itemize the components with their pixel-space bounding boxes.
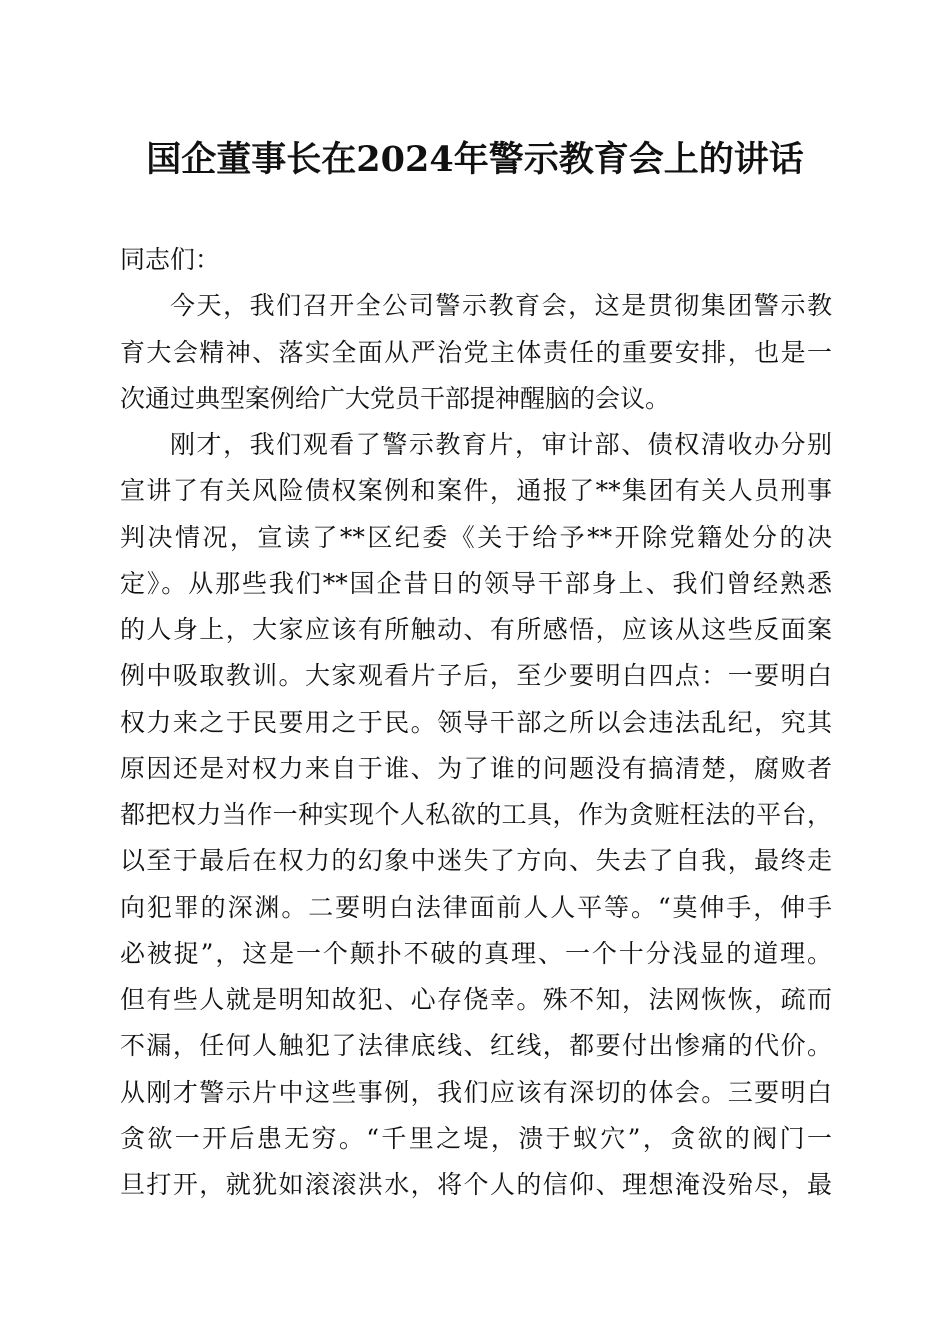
- paragraph-2: [120, 422, 832, 1255]
- paragraph-line: 育大会精神、落实全面从严治党主体责任的重要安排，也是一: [120, 337, 832, 367]
- paragraph-1: [120, 283, 832, 422]
- paragraph-line: 不漏，任何人触犯了法律底线、红线，都要付出惨痛的代价。: [120, 1031, 832, 1061]
- paragraph-line: 定》。从那些我们**国企昔日的领导干部身上、我们曾经熟悉: [120, 568, 832, 598]
- paragraph-line: 都把权力当作一种实现个人私欲的工具，作为贪赃枉法的平台，: [120, 800, 832, 829]
- paragraph-line: 的人身上，大家应该有所触动、有所感悟，应该从这些反面案: [120, 615, 832, 644]
- paragraph-line: 权力来之于民要用之于民。领导干部之所以会违法乱纪，究其: [120, 707, 832, 737]
- paragraph-line: 次通过典型案例给广大党员干部提神醒脑的会议。: [120, 383, 671, 413]
- paragraph-line: 例中吸取教训。大家观看片子后，至少要明白四点：一要明白: [120, 661, 832, 691]
- paragraph-line: 以至于最后在权力的幻象中迷失了方向、失去了自我，最终走: [120, 846, 832, 876]
- document-body: [120, 237, 832, 1255]
- paragraph-line: 旦打开，就犹如滚滚洪水，将个人的信仰、理想淹没殆尽，最: [120, 1170, 832, 1199]
- paragraph-line: 判决情况，宣读了**区纪委《关于给予**开除党籍处分的决: [120, 522, 832, 552]
- paragraph-line: 向犯罪的深渊。二要明白法律面前人人平等。“莫伸手，伸手: [120, 892, 832, 922]
- paragraph-line: 必被捉”，这是一个颠扑不破的真理、一个十分浅显的道理。: [120, 938, 832, 968]
- paragraph-line: 刚才，我们观看了警示教育片，审计部、债权清收办分别: [170, 430, 832, 459]
- document-title: 国企董事长在2024年警示教育会上的讲话: [146, 139, 804, 180]
- paragraph-line: 今天，我们召开全公司警示教育会，这是贯彻集团警示教: [170, 291, 832, 321]
- salutation: 同志们：: [120, 245, 221, 274]
- paragraph-line: [120, 1208, 832, 1254]
- paragraph-line: 但有些人就是明知故犯、心存侥幸。殊不知，法网恢恢，疏而: [120, 985, 832, 1014]
- paragraph-line: 宣讲了有关风险债权案例和案件，通报了**集团有关人员刑事: [120, 476, 832, 506]
- paragraph-line: 原因还是对权力来自于谁、为了谁的问题没有搞清楚，腐败者: [120, 753, 832, 783]
- paragraph-line: 从刚才警示片中这些事例，我们应该有深切的体会。三要明白: [120, 1077, 832, 1107]
- paragraph-line: 贪欲一开后患无穷。“千里之堤，溃于蚁穴”，贪欲的阀门一: [120, 1123, 832, 1153]
